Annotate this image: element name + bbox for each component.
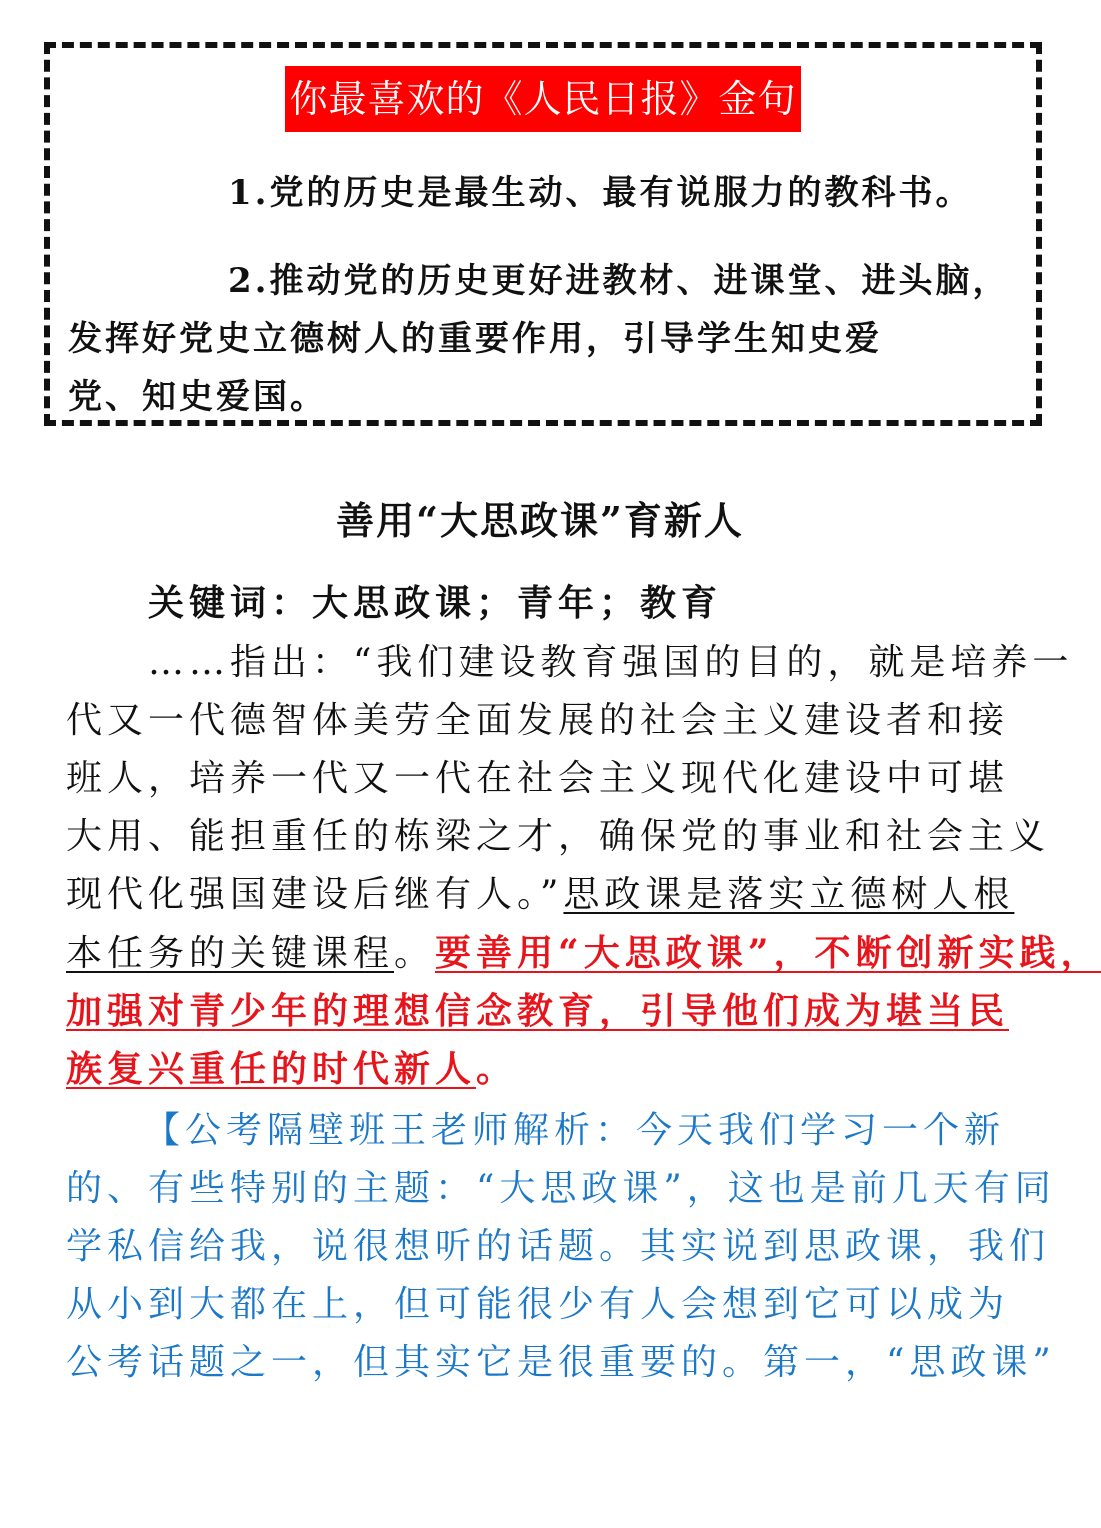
body-period: 。 [394,933,436,974]
body-line-5-text: 现代化强国建设后继有人。” [66,874,564,915]
underlined-phrase-1: 思政课是落实立德树人根 [563,874,1015,915]
body-line-3: 班人，培养一代又一代在社会主义现代化建设中可堪 [66,758,1010,799]
red-highlight-3: 族复兴重任的时代新人 [66,1048,477,1090]
red-highlight-2: 加强对青少年的理想信念教育，引导他们成为堪当民 [66,990,1010,1032]
keywords-line: 关键词：大思政课；青年；教育 [148,582,723,624]
body-line-4: 大用、能担重任的栋梁之才，确保党的事业和社会主义 [66,816,1051,857]
red-period: 。 [476,1048,518,1090]
analysis-line-5: 公考话题之一，但其实它是很重要的。第一，“思政课” [66,1342,1056,1383]
analysis-line-4: 从小到大都在上，但可能很少有人会想到它可以成为 [66,1284,1010,1325]
quote-line-4: 党、知史爱国。 [68,377,327,417]
body-line-5 [66,866,1026,924]
body-line-7 [66,982,1026,1040]
analysis-line-2: 的、有些特别的主题：“大思政课”，这也是前几天有同 [66,1168,1056,1209]
body-line-2: 代又一代德智体美劳全面发展的社会主义建设者和接 [66,700,1010,741]
analysis-line-1: 【公考隔壁班王老师解析：今天我们学习一个新 [144,1110,1006,1151]
quote-line-3: 发挥好党史立德树人的重要作用，引导学生知史爱 [68,319,882,359]
body-line-1: ……指出：“我们建设教育强国的目的，就是培养一 [148,642,1074,683]
quote-box-title: 你最喜欢的《人民日报》金句 [285,66,800,132]
body-line-6 [66,924,1101,983]
analysis-line-3: 学私信给我，说很想听的话题。其实说到思政课，我们 [66,1226,1051,1267]
article-title: 善用“大思政课”育新人 [336,498,744,543]
golden-quotes-box [44,42,1042,426]
body-line-8 [66,1040,1026,1098]
underlined-phrase-2: 本任务的关键课程 [66,933,395,974]
red-highlight-1: 要善用“大思政课”，不断创新实践， [435,932,1101,974]
quote-line-2: 2.推动党的历史更好进教材、进课堂、进头脑， [228,261,1010,301]
quote-line-1: 1.党的历史是最生动、最有说服力的教科书。 [228,173,973,213]
